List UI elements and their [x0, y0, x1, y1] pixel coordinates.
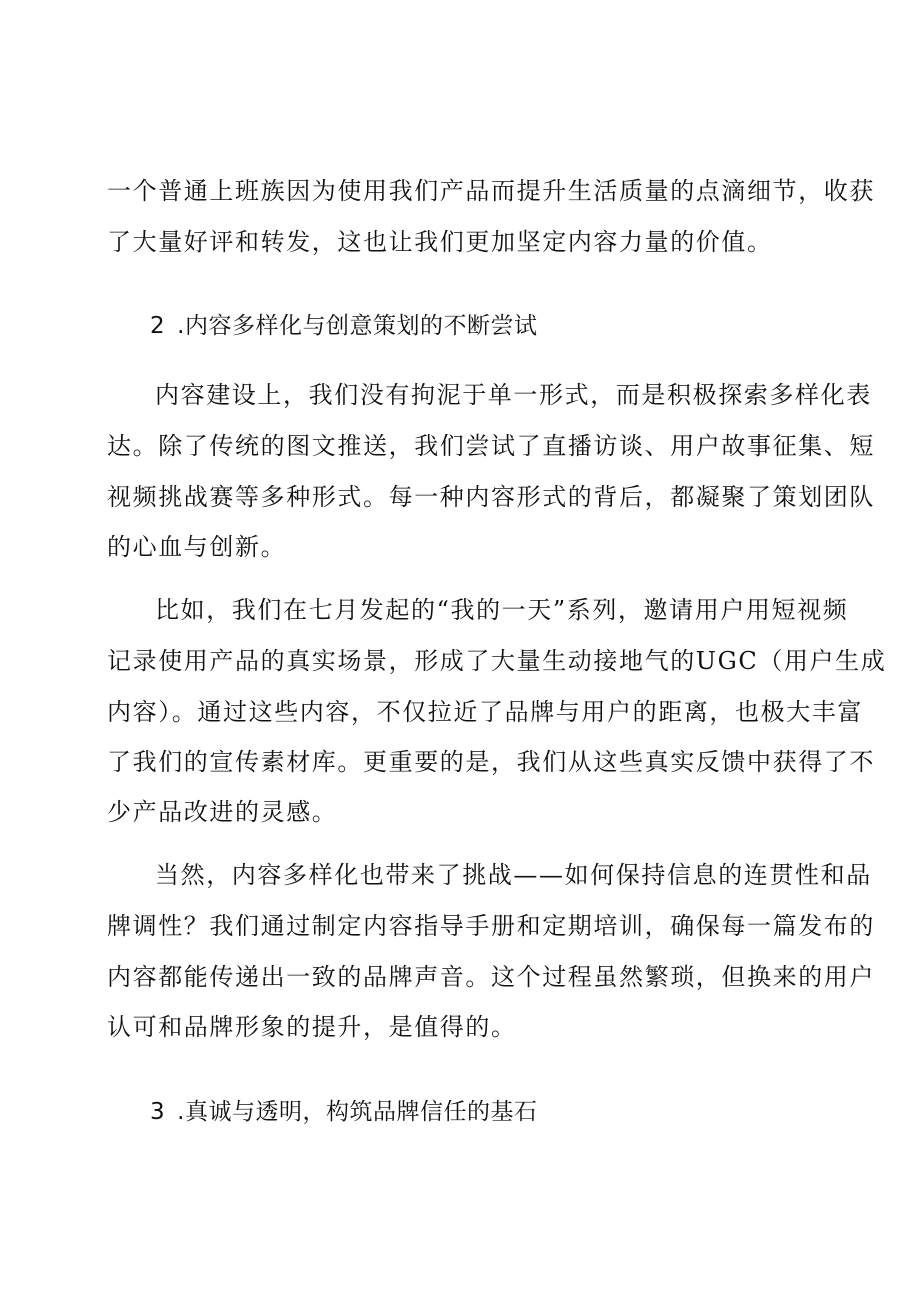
- paragraph-line: 内容）。通过这些内容，不仅拉近了品牌与用户的距离，也极大丰富: [107, 698, 863, 726]
- paragraph-line: 的心血与创新。: [107, 533, 287, 561]
- section-heading-3: [150, 1092, 537, 1132]
- paragraph-line: 记录使用产品的真实场景，形成了大量生动接地气的UGC（用户生成: [107, 647, 887, 675]
- paragraph-line: 少产品改进的灵感。: [107, 798, 338, 826]
- paragraph-line: 当然，内容多样化也带来了挑战——如何保持信息的连贯性和品: [155, 861, 872, 889]
- paragraph-line: 达。除了传统的图文推送，我们尝试了直播访谈、用户故事征集、短: [107, 432, 875, 460]
- section-title: .真诚与透明，构筑品牌信任的基石: [177, 1099, 538, 1125]
- section-title: .内容多样化与创意策划的不断尝试: [177, 313, 538, 339]
- paragraph-line: 比如，我们在七月发起的“我的一天”系列，邀请用户用短视频: [155, 596, 849, 624]
- paragraph-line: 内容都能传递出一致的品牌声音。这个过程虽然繁琐，但换来的用户: [107, 963, 875, 991]
- paragraph-line: 视频挑战赛等多种形式。每一种内容形式的背后，都凝聚了策划团队: [107, 483, 875, 511]
- section-number: 3: [150, 1099, 166, 1125]
- section-number: 2: [150, 313, 166, 339]
- paragraph-line: 了我们的宣传素材库。更重要的是，我们从这些真实反馈中获得了不: [107, 748, 875, 776]
- paragraph-line: 了大量好评和转发，这也让我们更加坚定内容力量的价值。: [107, 228, 773, 256]
- section-heading-2: [150, 306, 537, 346]
- paragraph-line: 一个普通上班族因为使用我们产品而提升生活质量的点滴细节，收获: [107, 177, 875, 205]
- paragraph-line: 牌调性？我们通过制定内容指导手册和定期培训，确保每一篇发布的: [107, 912, 875, 940]
- paragraph-line: 认可和品牌形象的提升，是值得的。: [107, 1013, 517, 1041]
- paragraph-line: 内容建设上，我们没有拘泥于单一形式，而是积极探索多样化表: [155, 381, 872, 409]
